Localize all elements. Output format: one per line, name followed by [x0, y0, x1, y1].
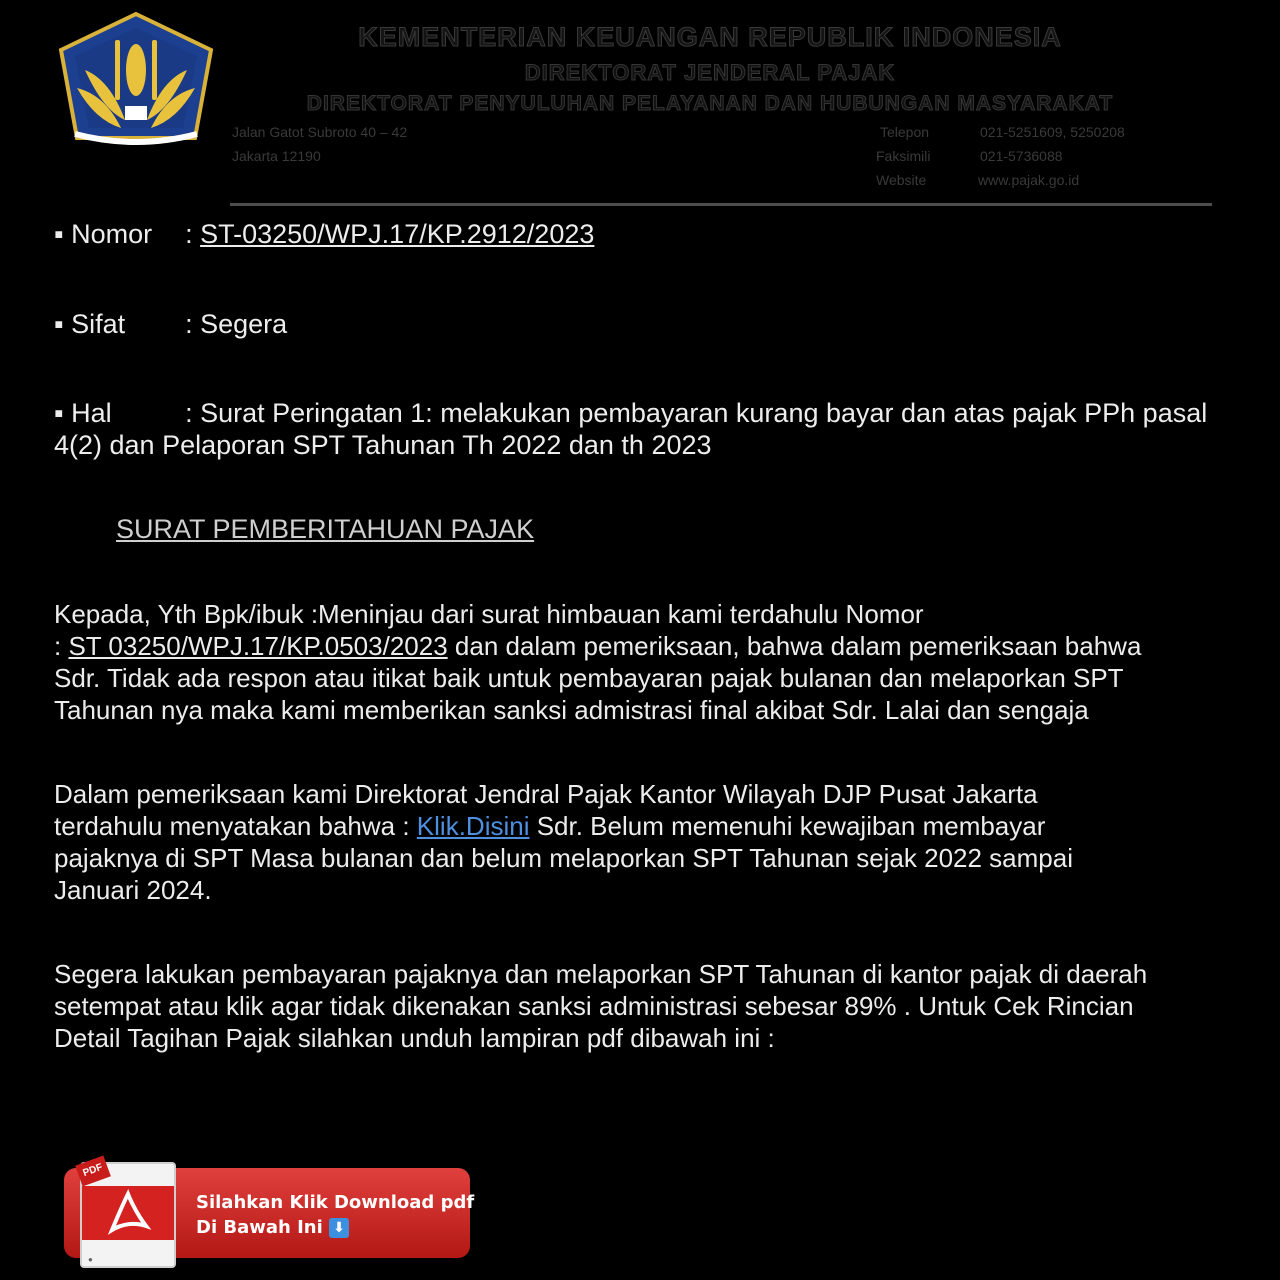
download-arrow-icon: ⬇: [329, 1218, 349, 1238]
nomor-row: ▪ Nomor : ST-03250/WPJ.17/KP.2912/2023: [54, 219, 595, 249]
faksimili-label: Faksimili: [876, 148, 931, 164]
telepon-value: 021-5251609, 5250208: [980, 124, 1125, 140]
klik-disini-link[interactable]: Klik.Disini: [416, 811, 530, 841]
sub-directorate-name: DIREKTORAT PENYULUHAN PELAYANAN DAN HUBUNGAN MASYARAKAT: [306, 92, 1114, 115]
letterhead: [0, 0, 1280, 215]
sifat-row: ▪ Sifat : Segera: [54, 309, 288, 339]
hal-value-line2: 4(2) dan Pelaporan SPT Tahunan Th 2022 dan th 2023: [54, 430, 712, 460]
hal-row: ▪ Hal : Surat Peringatan 1: melakukan pembayaran kurang bayar dan atas pajak PPh pasal 4(2) dan Pelaporan SPT Tahunan Th 2022 dan th 2023: [54, 398, 1208, 460]
bullet-icon: ▪: [54, 309, 72, 339]
hal-label: Hal: [71, 398, 112, 428]
acrobat-icon: [82, 1186, 174, 1240]
paragraph-2: Dalam pemeriksaan kami Direktorat Jendral Pajak Kantor Wilayah DJP Pusat Jakarta terdahulu menyatakan bahwa : Klik.Disini Sdr. Belum memenuhi kewajiban membayar pajaknya di SPT Masa bulanan dan belum melaporkan SPT Tahunan sejak 2022 sampai Januari 2024.: [54, 779, 1073, 905]
letter-heading: SURAT PEMBERITAHUAN PAJAK: [116, 514, 535, 544]
bullet-icon: ▪: [54, 219, 72, 249]
address-line-1: Jalan Gatot Subroto 40 – 42: [232, 124, 408, 140]
bullet-icon: ▪: [54, 398, 72, 428]
pdf-file-icon[interactable]: PDF ●: [80, 1162, 176, 1268]
ministry-name: KEMENTERIAN KEUANGAN REPUBLIK INDONESIA: [358, 22, 1062, 52]
website-label: Website: [876, 172, 927, 188]
website-value: www.pajak.go.id: [978, 172, 1080, 188]
pdf-badge: PDF: [75, 1156, 111, 1187]
download-label[interactable]: Silahkan Klik Download pdf Di Bawah Ini ⬇: [196, 1192, 475, 1238]
paragraph-3: Segera lakukan pembayaran pajaknya dan melaporkan SPT Tahunan di kantor pajak di daerah setempat atau klik agar tidak dikenakan sanksi administrasi sebesar 89% . Untuk Cek Rincian Detail Tagihan Pajak silahkan unduh lampiran pdf dibawah ini :: [54, 959, 1148, 1053]
reference-number: ST 03250/WPJ.17/KP.0503/2023: [68, 631, 448, 661]
letterhead-divider: [230, 203, 1212, 206]
faksimili-value: 021-5736088: [980, 148, 1063, 164]
address-line-2: Jakarta 12190: [232, 148, 321, 164]
telepon-label: Telepon: [880, 124, 930, 140]
nomor-value: ST-03250/WPJ.17/KP.2912/2023: [200, 219, 595, 249]
paragraph-1: Kepada, Yth Bpk/ibuk :Meninjau dari surat himbauan kami terdahulu Nomor : ST 03250/WPJ.17/KP.0503/2023 dan dalam pemeriksaan, bahwa dalam pemeriksaan bahwa Sdr. Tidak ada respon atau itikat baik untuk pembayaran pajak bulanan dan melaporkan SPT Tahunan nya maka kami memberikan sanksi admistrasi final akibat Sdr. Lalai dan sengaja: [54, 599, 1142, 725]
sifat-label: Sifat: [71, 309, 126, 339]
sifat-value: Segera: [200, 309, 288, 339]
kemenkeu-logo-icon: [55, 10, 217, 155]
nomor-label: Nomor: [71, 219, 153, 249]
hal-value-line1: Surat Peringatan 1: melakukan pembayaran kurang bayar dan atas pajak PPh pasal: [200, 398, 1208, 428]
directorate-name: DIREKTORAT JENDERAL PAJAK: [524, 60, 896, 85]
